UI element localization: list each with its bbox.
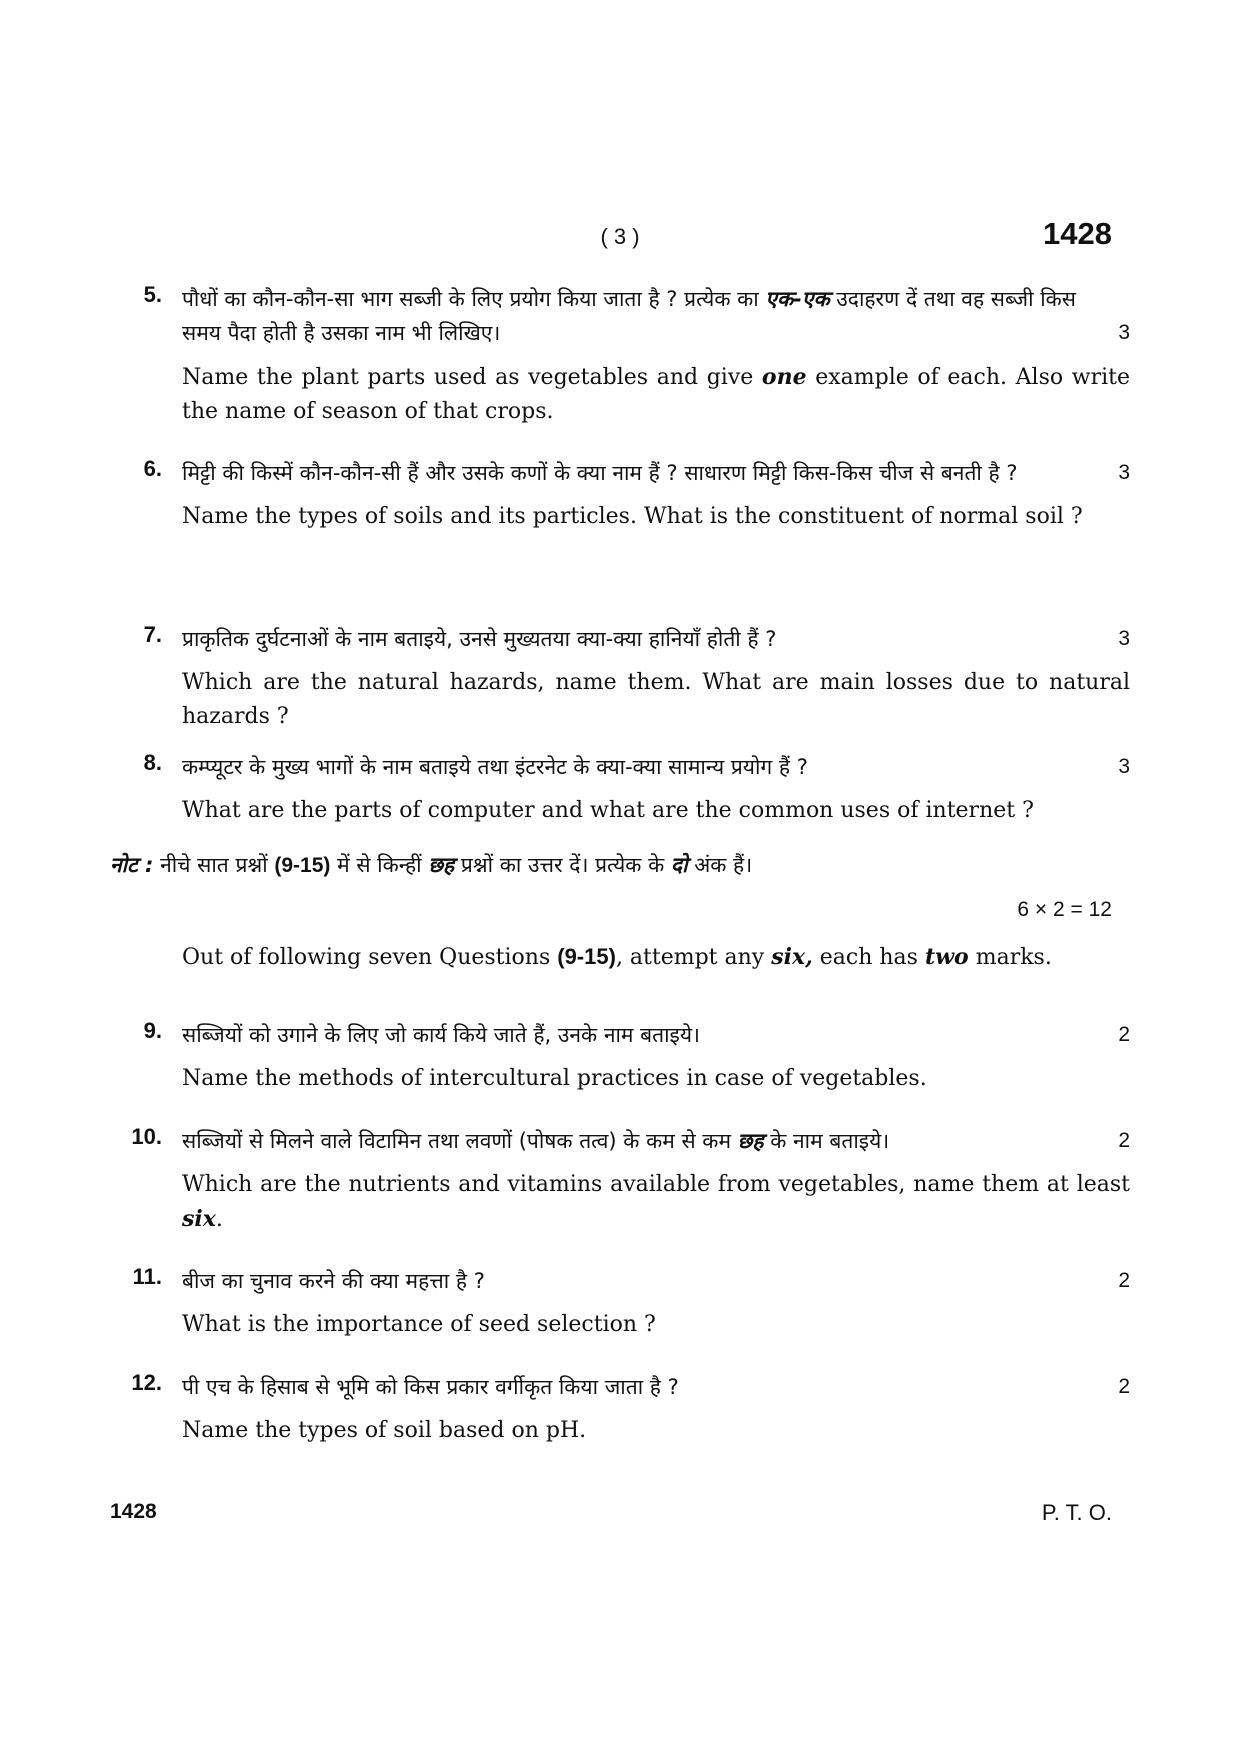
question-hindi: सब्जियों को उगाने के लिए जो कार्य किये जाते हैं, उनके नाम बताइये। 2 (182, 1018, 1130, 1052)
question-english: Name the plant parts used as vegetables and give one example of each. Also write the name of season of that crops. (182, 364, 1130, 424)
section-note-hindi: नोट : नीचे सात प्रश्नों (9-15) में से किन्हीं छह प्रश्नों का उत्तर दें। प्रत्येक के दो अंक हैं। (110, 853, 753, 877)
question-hindi: बीज का चुनाव करने की क्या महत्ता है ? 2 (182, 1264, 1130, 1298)
question-marks: 2 (1118, 1129, 1130, 1152)
question-number: 5. (143, 282, 162, 307)
note-label: नोट : (110, 853, 154, 877)
question-number: 6. (143, 456, 162, 481)
question-hindi: मिट्टी की किस्में कौन-कौन-सी हैं और उसके कणों के क्या नाम हैं ? साधारण मिट्टी किस-किस चीज से बनती है ? 3 (182, 456, 1130, 490)
question-marks: 3 (1118, 627, 1130, 650)
question-marks: 2 (1118, 1269, 1130, 1292)
question-number: 10. (131, 1124, 162, 1149)
paper-code-footer: 1428 (110, 1500, 157, 1523)
question-number: 12. (131, 1370, 162, 1395)
question-11 (110, 1264, 1130, 1342)
question-marks: 3 (1118, 755, 1130, 778)
please-turn-over: P. T. O. (1041, 1500, 1112, 1525)
question-english: Name the methods of intercultural practices in case of vegetables. (182, 1066, 927, 1091)
section-note-english: Out of following seven Questions (9-15), attempt any six, each has two marks. (182, 944, 1052, 970)
question-hindi: प्राकृतिक दुर्घटनाओं के नाम बताइये, उनसे मुख्यतया क्या-क्या हानियाँ होती हैं ? 3 (182, 622, 1130, 656)
page-number: ( 3 ) (600, 224, 640, 249)
question-number: 8. (143, 750, 162, 775)
question-english: What is the importance of seed selection ? (182, 1312, 656, 1337)
question-hindi: कम्प्यूटर के मुख्य भागों के नाम बताइये तथा इंटरनेट के क्या-क्या सामान्य प्रयोग हैं ? 3 (182, 750, 1130, 784)
paper-code-header: 1428 (1043, 216, 1112, 251)
question-marks: 2 (1118, 1023, 1130, 1046)
question-hindi: पी एच के हिसाब से भूमि को किस प्रकार वर्गीकृत किया जाता है ? 2 (182, 1370, 1130, 1404)
question-english: Which are the nutrients and vitamins available from vegetables, name them at least six. (182, 1172, 1130, 1232)
question-english: Name the types of soils and its particles. What is the constituent of normal soil ? (182, 504, 1083, 529)
question-number: 11. (132, 1264, 162, 1289)
question-marks: 2 (1118, 1375, 1130, 1398)
question-5 (110, 282, 1130, 429)
question-english: Name the types of soil based on pH. (182, 1418, 587, 1443)
question-10 (110, 1124, 1130, 1237)
question-marks: 3 (1118, 321, 1130, 344)
question-english: Which are the natural hazards, name them. What are main losses due to natural hazards ? (182, 670, 1130, 729)
question-number: 7. (143, 622, 162, 647)
question-hindi: सब्जियों से मिलने वाले विटामिन तथा लवणों (पोषक तत्व) के कम से कम छह के नाम बताइये। 2 (182, 1124, 1130, 1158)
question-6 (110, 456, 1130, 534)
question-8 (110, 750, 1130, 828)
question-9 (110, 1018, 1130, 1096)
question-number: 9. (143, 1018, 162, 1043)
question-12 (110, 1370, 1130, 1448)
question-hindi: पौधों का कौन-कौन-सा भाग सब्जी के लिए प्रयोग किया जाता है ? प्रत्येक का एक-एक उदाहरण दें तथा वह सब्जी किस समय पैदा होती है उसका नाम भी लिखिए। 3 (182, 282, 1130, 350)
section-marks-formula: 6 × 2 = 12 (1017, 898, 1112, 921)
question-marks: 3 (1118, 461, 1130, 484)
question-english: What are the parts of computer and what are the common uses of internet ? (182, 798, 1034, 823)
question-7 (110, 622, 1130, 734)
